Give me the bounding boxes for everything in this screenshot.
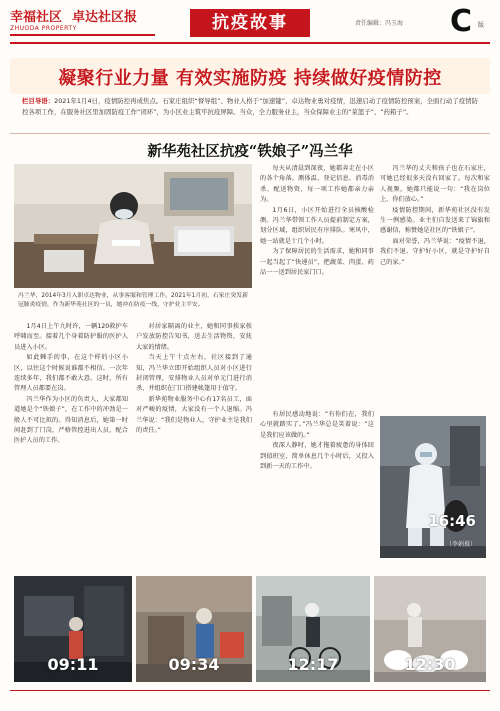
- article-headline: 新华苑社区抗疫“铁娘子”冯兰华: [147, 143, 353, 160]
- paragraph: 夜深人静时，她才拖着疲惫的身体回到值班室，简单休息几个小时后，又投入到新一天的工作中。: [260, 442, 374, 471]
- section-title: 抗疫故事: [190, 9, 310, 37]
- paragraph: 新华苑物业服务中心有17名员工，面对严峻的疫情，大家没有一个人退缩。冯兰华说：“我们是物业人，守护业主是我们的责任。”: [136, 395, 252, 435]
- headline-band: [10, 58, 490, 94]
- photo-strip-3: [256, 576, 370, 682]
- photo-timestamp: 09:34: [168, 655, 220, 674]
- protective-suit-worker-illustration: [380, 416, 486, 558]
- lead-text: 2021年1月4日，疫情防控再成焦点。石家庄组织“督导组”、物业人格于“加速键”，卓达物业勇对疫情，迅速启动了疫情防控预案，全面行动了疫情防控各项工作，在服务社区里加固防疫工作“闭环”，为小区业主筑牢抗疫屏障。当众，全力服务业主，当众保障业主的“菜篮子”、“药箱子”。: [22, 97, 479, 116]
- article-column-4: [380, 164, 490, 408]
- photo-strip-2: [136, 576, 252, 682]
- article-column-3: [260, 164, 374, 404]
- editor-label: 责任编辑：冯玉海: [355, 20, 404, 27]
- editor-credit: [355, 18, 409, 27]
- right-photo: [380, 416, 486, 558]
- paragraph: 面对荣誉，冯兰华说：“疫情不退，我们不退。守护好小区，就是守护好自己的家。”: [380, 237, 490, 266]
- paragraph: 当天上午十点左右，社区接到了通知，冯兰华立即开始组织人员对小区进行封闭管理，安排物业人员对单元门进行消杀，并组织在门口搭建帐篷用于值守。: [136, 354, 252, 393]
- photo-timestamp: 16:46: [428, 512, 476, 530]
- paragraph: 对居家隔离的业主，她和同事挨家挨户发放防控告知书，送去生活物资，安抚大家的情绪。: [136, 323, 252, 351]
- office-scene-illustration: [14, 164, 252, 288]
- paragraph: 为了保障居民的生活需求，她和同事一起当起了“快递员”，把蔬菜、肉蛋、药品一一送到居民家门口。: [260, 248, 374, 277]
- paragraph: 每天从清晨到深夜，她都奔走在小区的各个角落。测体温、登记信息、消毒消杀、配送物资，每一项工作她都亲力亲为。: [260, 165, 374, 204]
- article-column-3-lower: [260, 410, 374, 542]
- paragraph: 1月6日，小区开始进行全员核酸检测。冯兰华带领工作人员提前制定方案，划分区域，组织居民有序排队。寒风中，她一站就是十几个小时。: [260, 206, 374, 245]
- photo-timestamp: 09:11: [47, 655, 99, 674]
- main-headline: 凝聚行业力量 有效实施防疫 持续做好疫情防控: [58, 68, 442, 89]
- lead-paragraph: [22, 96, 478, 117]
- logo-left-text: 幸福社区: [10, 10, 63, 25]
- newspaper-logo: [10, 6, 155, 40]
- lead-label: 栏目导语：: [22, 97, 55, 105]
- paragraph: 1月4日上午九时许，一辆120救护车呼啸而至。接着几个身着防护服的医护人员进入小区。: [14, 323, 128, 351]
- paragraph: 如此棘手的事，在这个样的小区小区，以往这个时候说谁都不相信。一次年连续多年，我们都不敢大意。这时，所有管理人员都要在岗。: [14, 354, 128, 393]
- photo-credit: （李娟摄）: [445, 541, 476, 548]
- logo-right-text: 卓达社区报: [72, 10, 138, 25]
- paragraph: 疫情防控期间，新华苑社区没有发生一例感染。业主们自发送来了锦旗和感谢信，称赞她是社区的“铁娘子”。: [380, 206, 490, 235]
- top-rule: [10, 42, 490, 44]
- middle-rule: [10, 133, 490, 134]
- photo-strip-1: [14, 576, 132, 682]
- page-suffix: 版: [478, 22, 485, 29]
- bottom-rule: [10, 690, 490, 691]
- photo-timestamp: 12:17: [287, 655, 339, 674]
- logo-underline: [10, 34, 155, 36]
- paragraph: 冯兰华的丈夫和孩子也在石家庄，可她已经很多天没有回家了。每次和家人视频，她都只能说一句：“我在岗位上，你们放心。”: [380, 165, 490, 204]
- masthead: [10, 6, 490, 46]
- page-letter: C: [450, 4, 473, 39]
- photo-strip-4: [374, 576, 486, 682]
- logo-english: ZHUODA PROPERTY: [10, 25, 77, 32]
- main-photo-caption: 冯兰华，2014年3月入职卓达物业，从事客服和管理工作。2021年1月初，石家庄突发新冠肺炎疫情，作为新华苑社区的一员，她冲在防疫一线，守护业主平安。: [18, 293, 248, 308]
- paragraph: 冯兰华作为小区的负责人，大家都知道她是个“铁娘子”，在工作中的冲劲是一般人不可比拟的。得知消息后，她第一时间赶到了门岗，严格管控进出人员，配合医护人员的工作。: [14, 395, 128, 445]
- photo-timestamp: 12:30: [404, 655, 456, 674]
- main-photo: [14, 164, 252, 288]
- paragraph: 有居民感动地说：“有你们在，我们心里就踏实了。”冯兰华总是笑着说：“这是我们应该做的。”: [260, 411, 374, 439]
